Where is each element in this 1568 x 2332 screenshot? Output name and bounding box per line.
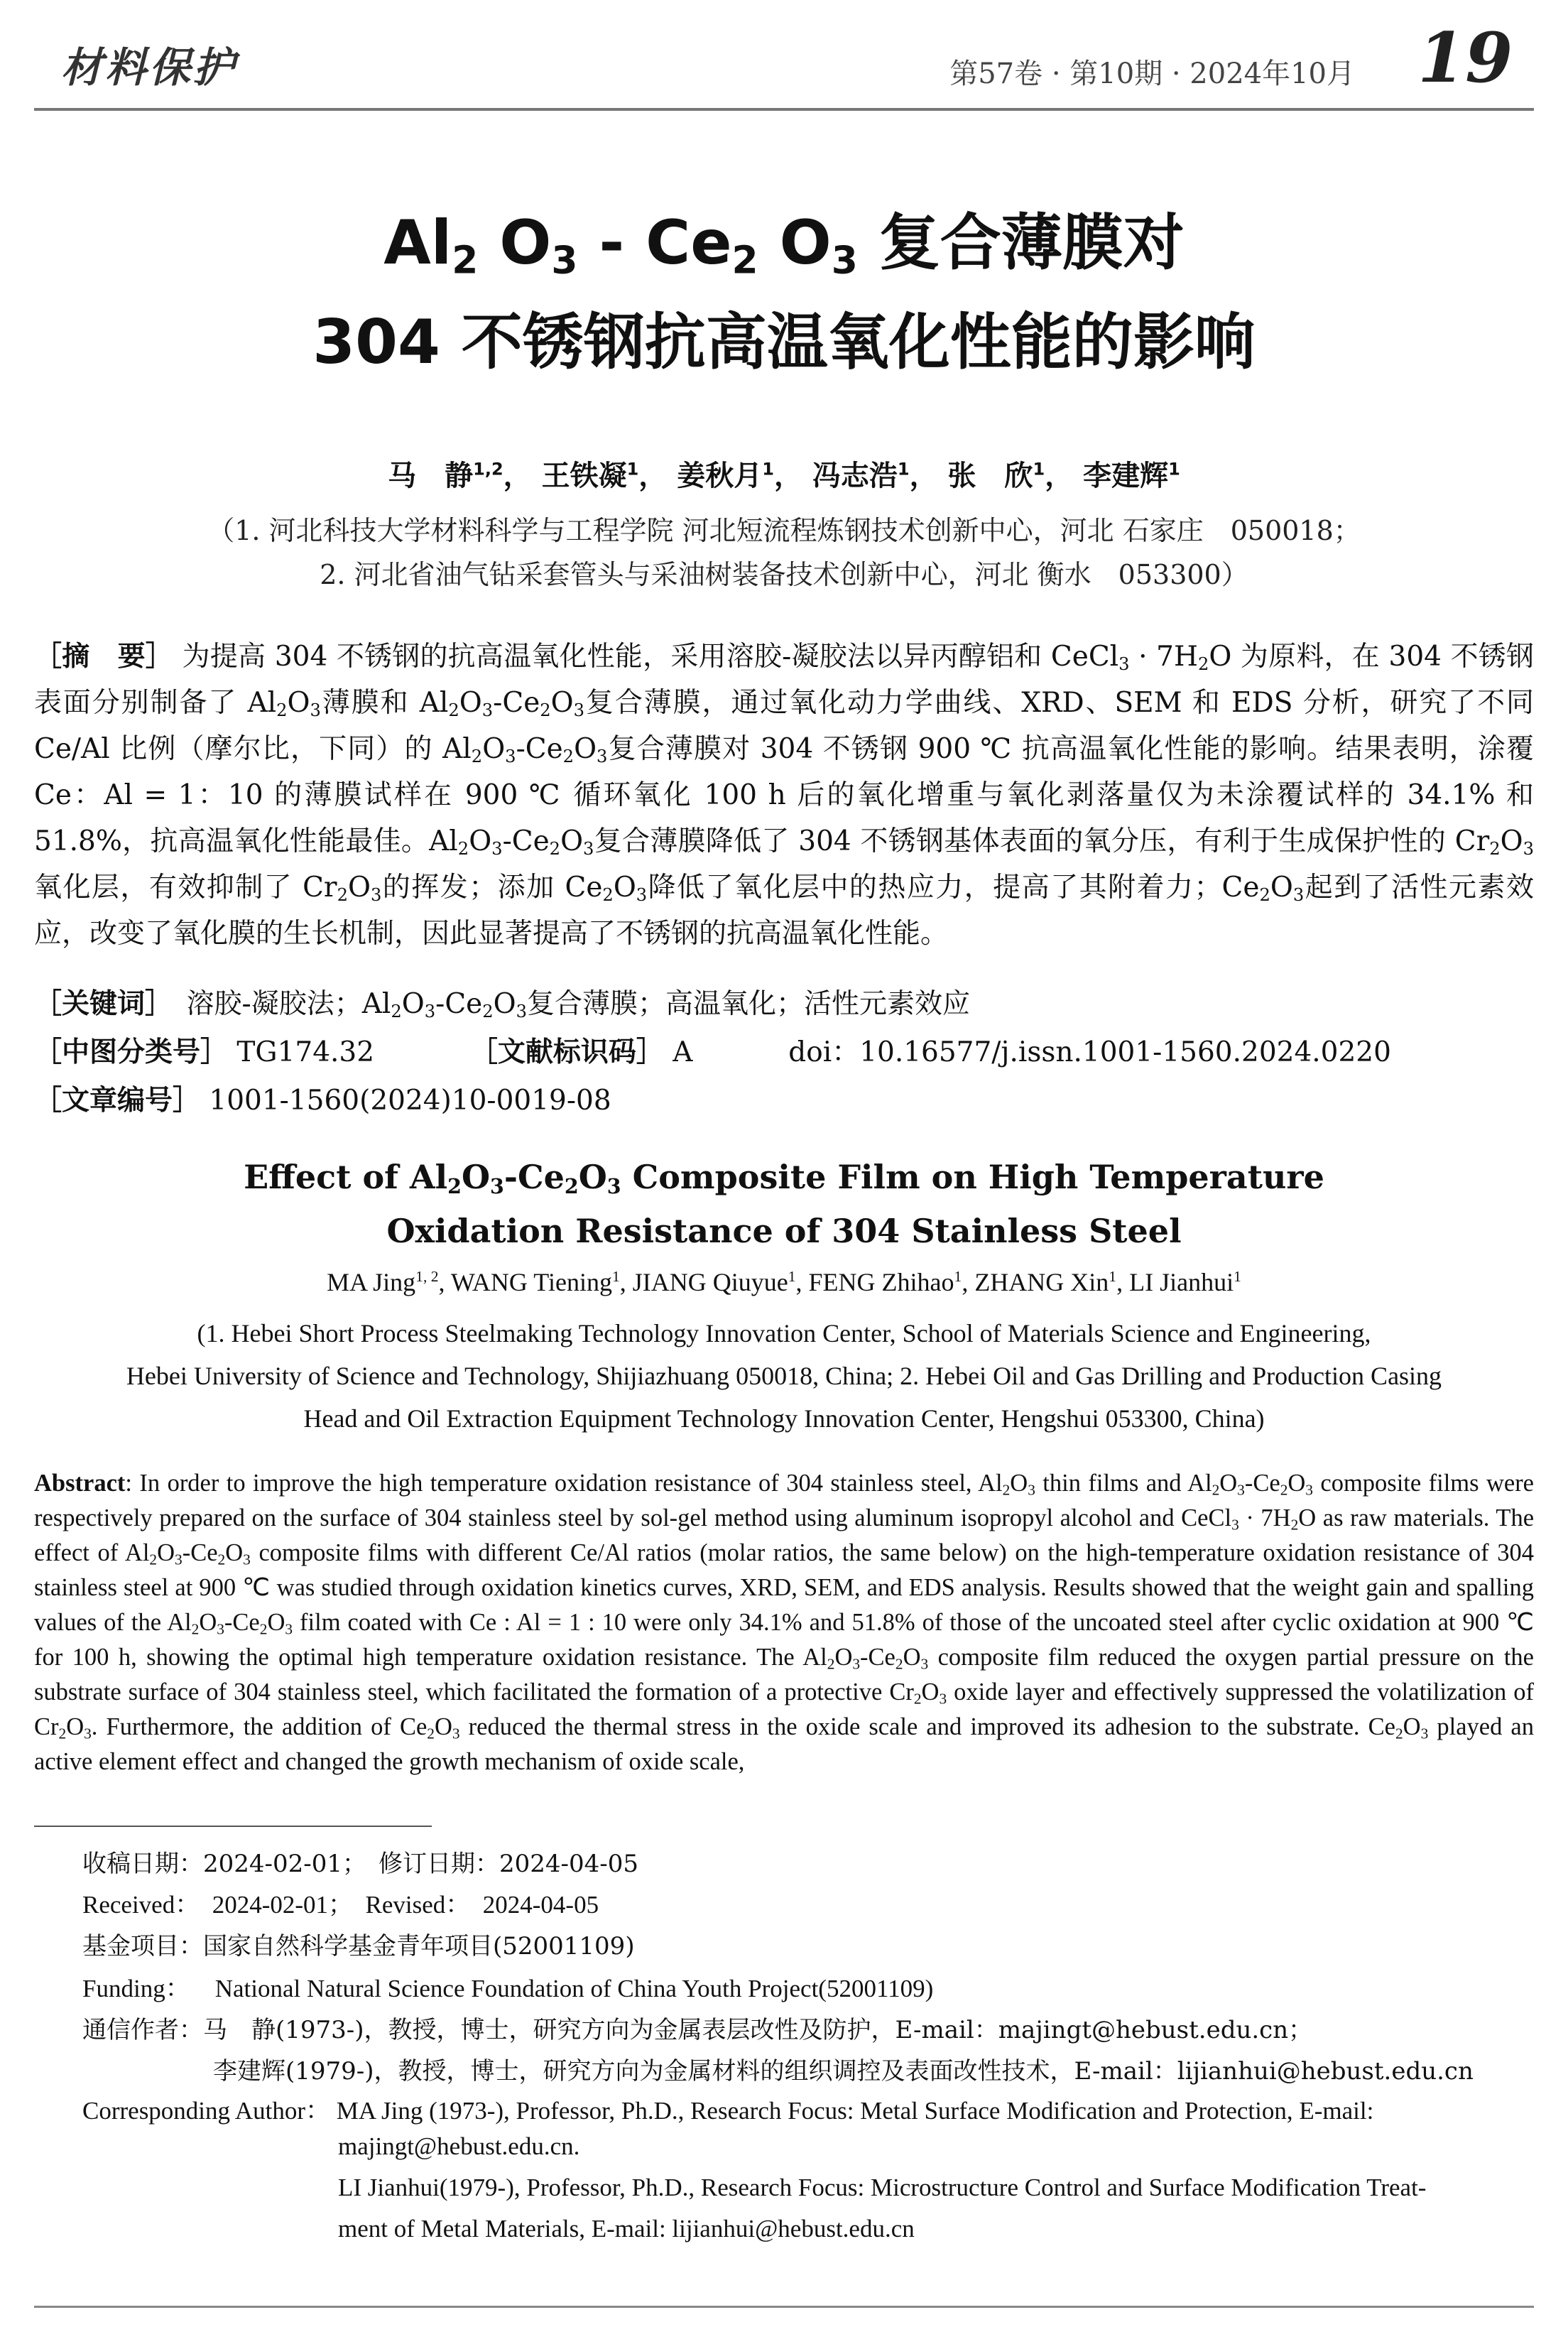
- author-cn: 冯志浩$^1$: [812, 459, 910, 492]
- abstract-cn: ［摘 要］ 为提高 304 不锈钢的抗高温氧化性能，采用溶胶-凝胶法以异丙醇铝和 CeCl$_3$ · $7H_2O$ 为原料，在 304 不锈钢表面分别制备了 $Al_2O_3$薄膜和 $Al_2O_3-Ce_2O_3$复合薄膜，通过氧化动力学曲线、XRD、SEM 和 EDS 分析，研究了不同 Ce/Al 比例（摩尔比，下同）的 $Al_2O_3-Ce_2O_3$复合薄膜对 304 不锈钢 900 ℃ 抗高温氧化性能的影响。结果表明，涂覆 Ce：Al = 1：10 的薄膜试样在 900 ℃ 循环氧化 100 h 后的氧化增重与氧化剥落量仅为未涂覆试样的 34.1% 和 51.8%，抗高温氧化性能最佳。$Al_2O_3-Ce_2O_3$复合薄膜降低了 304 不锈钢基体表面的氧分压，有利于生成保护性的 $Cr_2O_3$氧化层，有效抑制了 $Cr_2O_3$的挥发；添加 $Ce_2O_3$降低了氧化层中的热应力，提高了其附着力；$Ce_2O_3$起到了活性元素效应，改变了氧化膜的生长机制，因此显著提高了不锈钢的抗高温氧化性能。: [34, 641, 1534, 950]
- corresponding-en-2: LI Jianhui(1979-), Professor, Ph.D., Research Focus: Microstructure Control and Surface Modification Treat-: [338, 2174, 1427, 2201]
- fund-en: Funding： National Natural Science Foundation of China Youth Project(52001109): [82, 1975, 934, 2002]
- authors-en: MA Jing$^{1, 2}$, WANG Tiening$^1$, JIANG Qiuyue$^1$, FENG Zhihao$^1$, ZHANG Xin$^1$, LI Jianhui$^1$: [327, 1268, 1241, 1296]
- author-cn: 姜秋月$^1$: [677, 459, 774, 492]
- affiliation-cn-line1: （1. 河北科技大学材料科学与工程学院 河北短流程炼钢技术创新中心，河北 石家庄 050018；: [207, 515, 1361, 546]
- affiliation-cn-line2: 2. 河北省油气钻采套管头与采油树装备技术创新中心，河北 衡水 053300）: [320, 559, 1248, 590]
- article-number-line: ［文章编号］ 1001-1560(2024)10-0019-08: [34, 1085, 611, 1117]
- keywords-cn: ［关键词］ 溶胶-凝胶法；$Al_2O_3-Ce_2O_3$复合薄膜；高温氧化；活性元素效应: [34, 988, 971, 1022]
- corresponding-en-2b: ment of Metal Materials, E-mail: lijianhui@hebust.edu.cn: [338, 2215, 915, 2242]
- author-cn: 马 静$^{1,2}$: [388, 459, 503, 492]
- author-cn: 张 欣$^1$: [947, 459, 1045, 492]
- received-en: Received： 2024-02-01； Revised： 2024-04-05: [82, 1891, 599, 1919]
- fund-cn: 基金项目：国家自然科学基金青年项目(52001109): [82, 1932, 635, 1960]
- title-en-line2: Oxidation Resistance of 304 Stainless Steel: [386, 1212, 1182, 1250]
- title-cn-line1: $Al_2$ $O_3 - Ce_2$ $O_3$ 复合薄膜对: [383, 207, 1185, 283]
- corresponding-en-1b: majingt@hebust.edu.cn.: [338, 2132, 580, 2160]
- author-cn: 王铁凝$^1$: [541, 459, 639, 492]
- affiliation-en-line2: Hebei University of Science and Technology, Shijiazhuang 050018, China; 2. Hebei Oil and Gas Drilling and Production Casing: [126, 1362, 1442, 1390]
- header-rule: [34, 108, 1534, 111]
- footnote-rule: [34, 1826, 432, 1827]
- corresponding-en-1: Corresponding Author： MA Jing (1973-), Professor, Ph.D., Research Focus: Metal Surface Modification and Protection, E-mail:: [82, 2097, 1374, 2125]
- corresponding-cn-2: 李建辉(1979-)，教授，博士，研究方向为金属材料的组织调控及表面改性技术，E-mail：lijianhui@hebust.edu.cn: [213, 2057, 1474, 2086]
- bottom-rule: [34, 2306, 1534, 2308]
- title-cn-line2: 304 不锈钢抗高温氧化性能的影响: [312, 307, 1256, 378]
- affiliation-en-line3: Head and Oil Extraction Equipment Technology Innovation Center, Hengshui 053300, China): [303, 1404, 1265, 1433]
- page-number: 19: [1417, 18, 1513, 98]
- abstract-cn-label: ［摘 要］: [34, 641, 174, 673]
- corresponding-cn-1: 通信作者：马 静(1973-)，教授，博士，研究方向为金属表层改性及防护，E-mail：majingt@hebust.edu.cn；: [82, 2016, 1313, 2044]
- abstract-en: Abstract: In order to improve the high temperature oxidation resistance of 304 stainless steel, $Al_2O_3$ thin films and $Al_2O_3-Ce_2O_3$ composite films were respectively prepared on the surface of 304 stainless steel by sol-gel method using aluminum isopropyl alcohol and CeCl$_3$ · $7H_2O$ as raw materials. The effect of $Al_2O_3-Ce_2O_3$ composite films with different Ce/Al ratios (molar ratios, the same below) on the high-temperature oxidation resistance of 304 stainless steel at 900 ℃ was studied through oxidation kinetics curves, XRD, SEM, and EDS analysis. Results showed that the weight gain and spalling values of the $Al_2O_3-Ce_2O_3$ film coated with Ce : Al = 1 : 10 were only 34.1% and 51.8% of those of the uncoated steel after cyclic oxidation at 900 ℃ for 100 h, showing the optimal high temperature oxidation resistance. The $Al_2O_3-Ce_2O_3$ composite film reduced the oxygen partial pressure on the substrate surface of 304 stainless steel, which facilitated the formation of a protective $Cr_2O_3$ oxide layer and effectively suppressed the volatilization of $Cr_2O_3$. Furthermore, the addition of $Ce_2O_3$ reduced the thermal stress in the oxide scale and improved its adhesion to the substrate. $Ce_2O_3$ played an active element effect and changed the growth mechanism of oxide scale,: [34, 1470, 1535, 1775]
- authors-cn: 马 静$^{1,2}$， 王铁凝$^1$， 姜秋月$^1$， 冯志浩$^1$， 张 欣$^1$， 李建辉$^1$: [388, 459, 1180, 492]
- affiliation-en-line1: (1. Hebei Short Process Steelmaking Technology Innovation Center, School of Materials Science and Engineering,: [197, 1319, 1371, 1347]
- abstract-en-label: Abstract: [34, 1470, 126, 1497]
- doi[interactable]: doi：10.16577/j.issn.1001-1560.2024.0220: [788, 1036, 1391, 1068]
- issue-info: 第57卷 · 第10期 · 2024年10月: [949, 58, 1355, 90]
- title-en-line1: Effect of $Al_2O_3-Ce_2O_3$ Composite Film on High Temperature: [244, 1158, 1324, 1199]
- journal-logo: 材料保护: [61, 43, 238, 92]
- classification-line: ［中图分类号］ TG174.32 ［文献标识码］ A doi：10.16577/j.issn.1001-1560.2024.0220: [34, 1036, 1391, 1068]
- received-cn: 收稿日期：2024-02-01； 修订日期：2024-04-05: [82, 1850, 639, 1878]
- author-cn: 李建辉$^1$: [1083, 459, 1180, 492]
